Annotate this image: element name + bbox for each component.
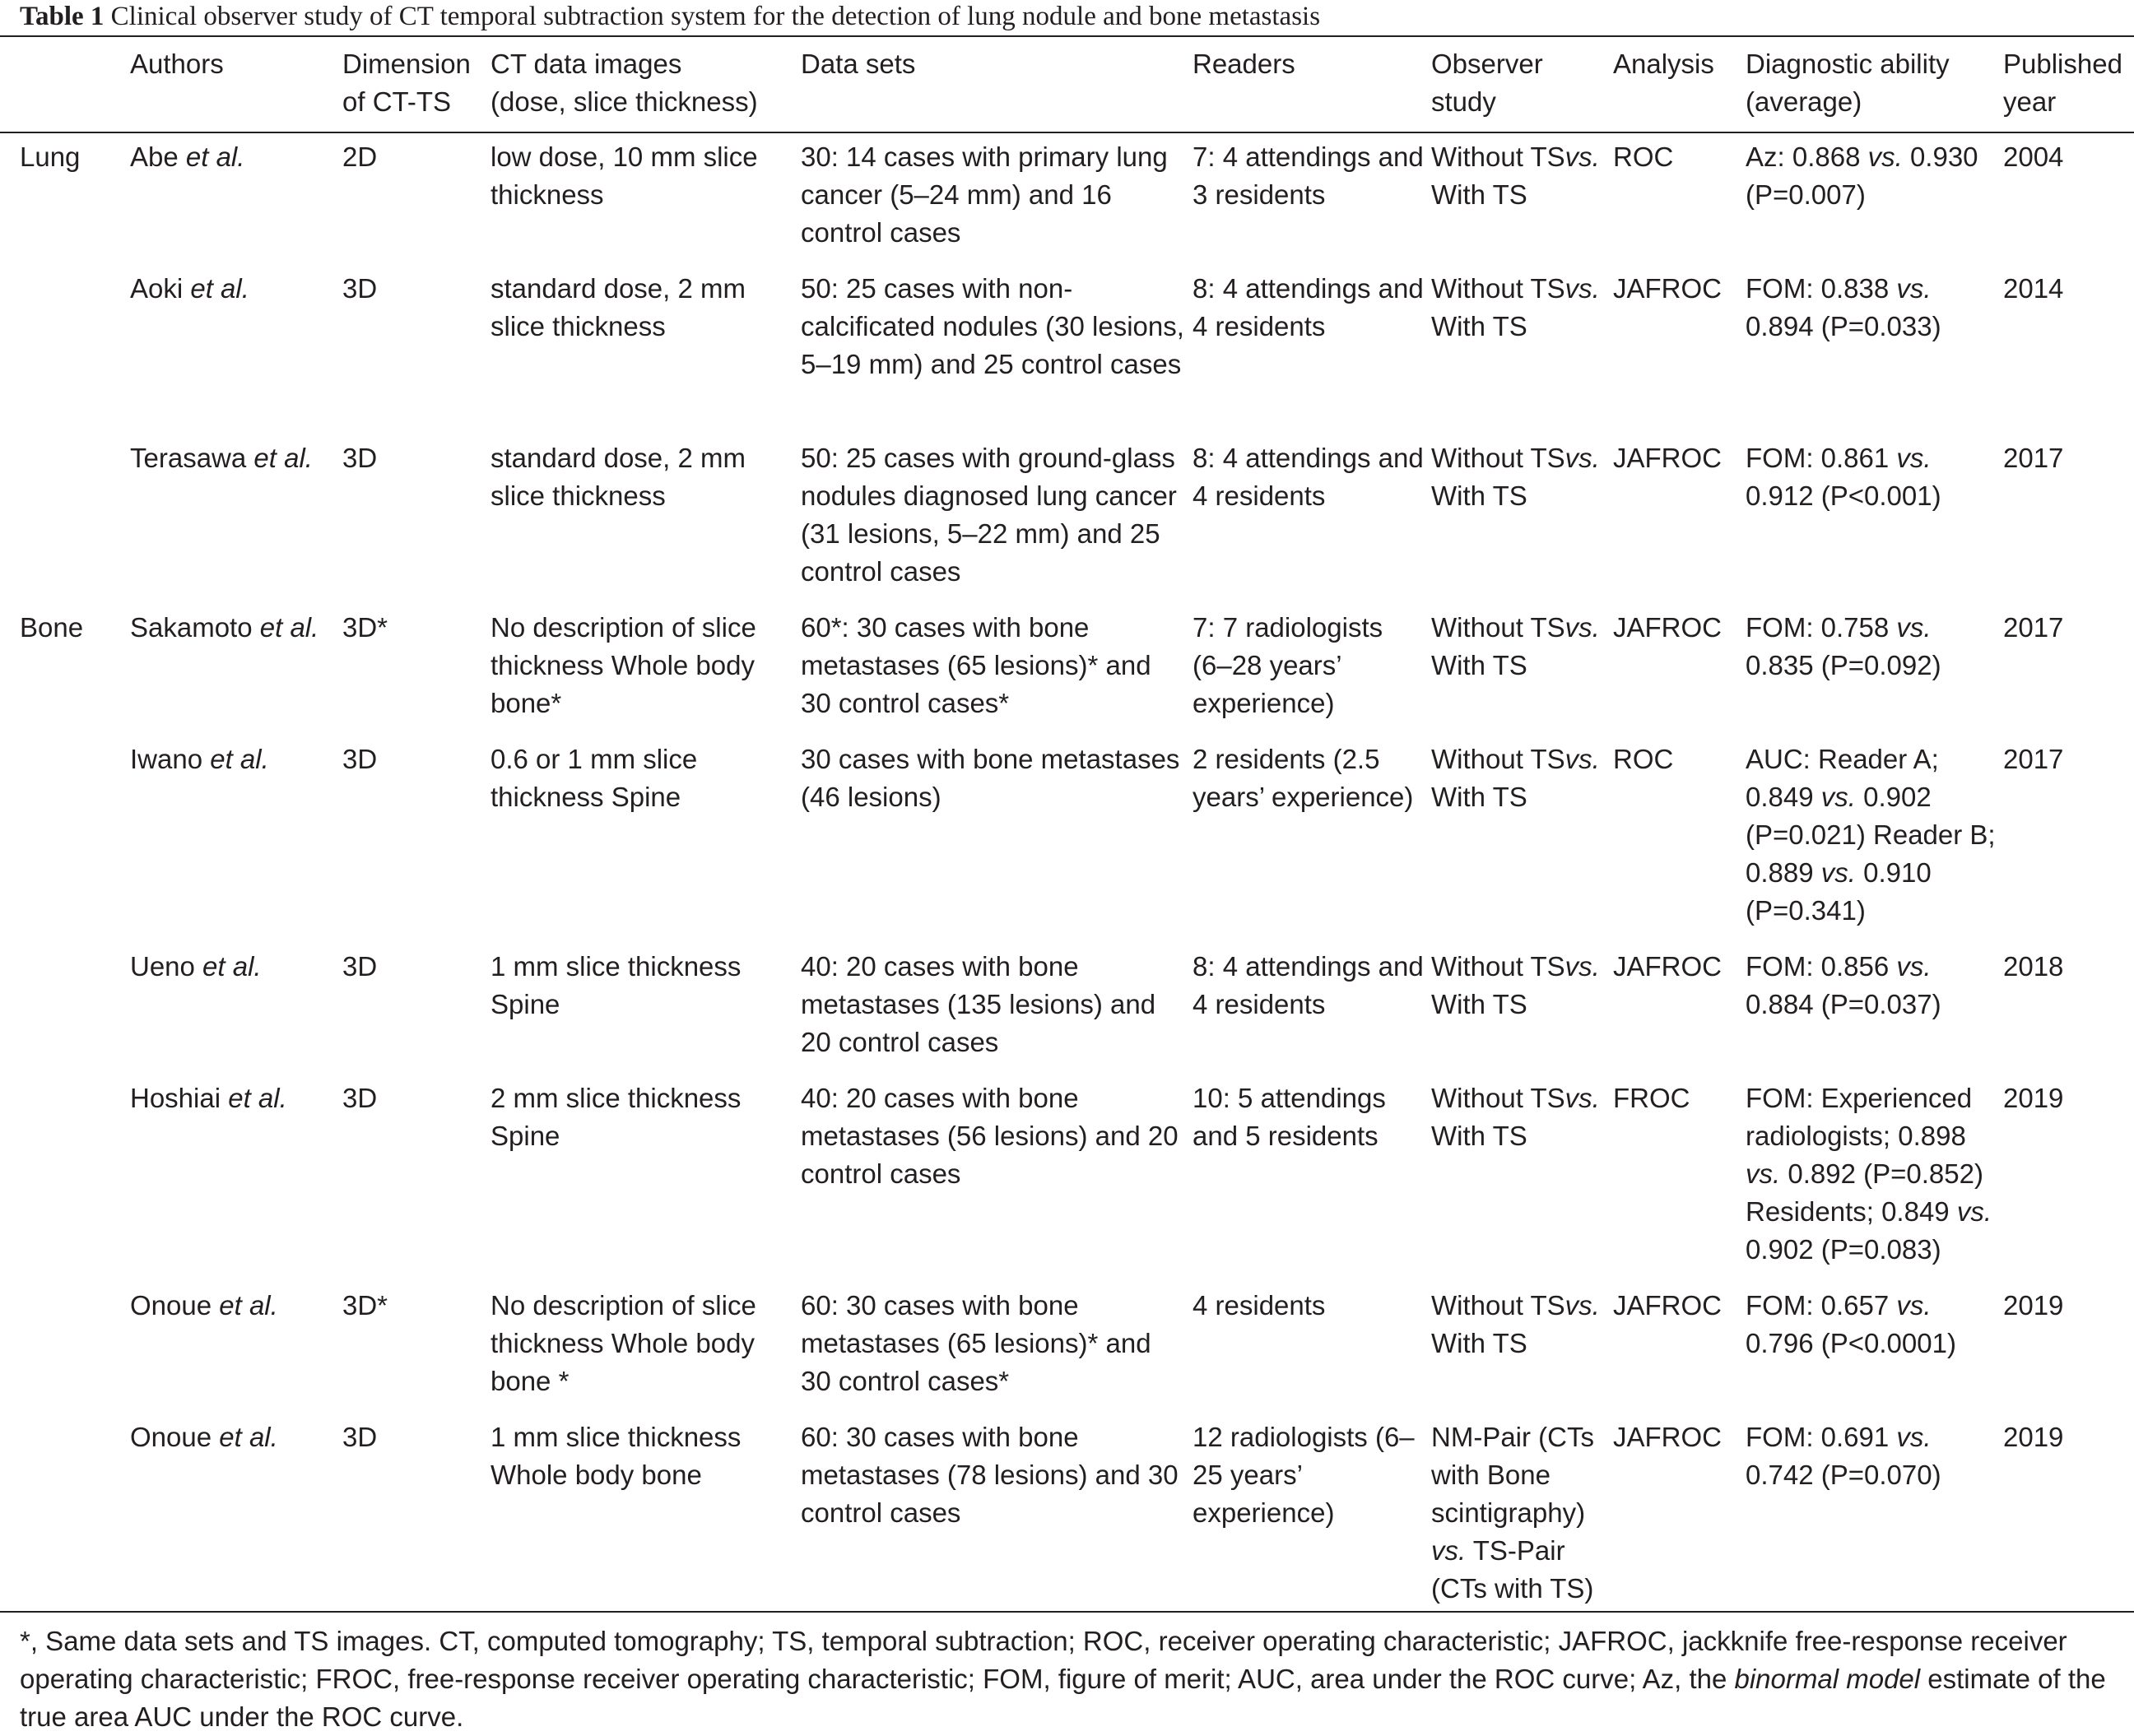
observer-study-cell [1431, 133, 1613, 265]
observer-arm-b: With TS [1431, 1328, 1527, 1358]
author-name: Onoue [130, 1290, 212, 1321]
observer-arm-a: Without TS [1431, 612, 1565, 643]
diag-vs: vs. [1746, 1158, 1781, 1189]
observer-vs: vs. [1564, 142, 1600, 172]
ct-data-cell: 2 mm slice thickness Spine [490, 1083, 742, 1151]
diag-text: 0.902 (P=0.083) [1746, 1234, 1941, 1265]
table-row [0, 736, 2134, 943]
diag-text: 0.796 (P<0.0001) [1746, 1328, 1956, 1358]
table-caption-text: Clinical observer study of CT temporal subtraction system for the detection of lung nodule and bone metastasis [110, 2, 1321, 31]
data-sets-cell: 50: 25 cases with ground-glass nodules diagnosed lung cancer (31 lesions, 5–22 mm) and 25 control cases [801, 443, 1177, 587]
observer-study-table [0, 37, 2134, 1608]
readers-cell: 8: 4 attendings and 4 residents [1193, 273, 1424, 341]
published-year-cell: 2014 [2003, 273, 2064, 304]
author-cell [130, 1075, 342, 1282]
analysis-cell: FROC [1613, 1083, 1690, 1113]
et-al: et al. [178, 142, 245, 172]
ct-data-cell: 1 mm slice thickness Spine [490, 951, 742, 1019]
diag-vs: vs. [1867, 142, 1903, 172]
observer-vs: vs. [1564, 612, 1600, 643]
et-al: et al. [212, 1290, 278, 1321]
observer-study-cell [1431, 604, 1613, 736]
et-al: et al. [202, 744, 269, 774]
published-year-cell: 2018 [2003, 951, 2064, 982]
dimension-cell: 3D [342, 951, 378, 982]
observer-arm-b: With TS [1431, 989, 1527, 1019]
diag-text: FOM: 0.657 [1746, 1290, 1897, 1321]
analysis-cell: ROC [1613, 142, 1674, 172]
header-published-year: Published year [2003, 49, 2122, 117]
et-al: et al. [212, 1422, 278, 1452]
diag-vs: vs. [1956, 1196, 1992, 1227]
readers-cell: 10: 5 attendings and 5 residents [1193, 1083, 1386, 1151]
diag-vs: vs. [1820, 782, 1856, 812]
dimension-cell: 3D [342, 744, 378, 774]
observer-arm-b: With TS [1431, 782, 1527, 812]
diag-text: 0.910 (P=0.341) [1746, 857, 1932, 926]
analysis-cell: JAFROC [1613, 951, 1722, 982]
table-caption [20, 0, 2127, 33]
dimension-cell: 3D* [342, 1290, 388, 1321]
group-cell [0, 1282, 130, 1413]
observer-vs: vs. [1564, 443, 1600, 473]
data-sets-cell: 50: 25 cases with non-calcificated nodules (30 lesions, 5–19 mm) and 25 control cases [801, 273, 1184, 379]
observer-arm-b: With TS [1431, 1121, 1527, 1151]
table-bottom-rule [0, 1611, 2134, 1613]
diag-vs: vs. [1896, 1290, 1932, 1321]
footnote-italic: binormal model [1734, 1664, 1921, 1694]
observer-study-cell [1431, 736, 1613, 943]
data-sets-cell: 60: 30 cases with bone metastases (65 lesions)* and 30 control cases* [801, 1290, 1151, 1396]
diagnostic-ability-cell [1746, 434, 2003, 604]
observer-vs: vs. [1564, 744, 1600, 774]
table-row [0, 1413, 2134, 1608]
readers-cell: 2 residents (2.5 years’ experience) [1193, 744, 1414, 812]
diag-vs: vs. [1820, 857, 1856, 888]
observer-arm-b: With TS [1431, 480, 1527, 511]
author-name: Iwano [130, 744, 203, 774]
observer-study-cell [1431, 943, 1613, 1075]
group-cell [0, 265, 130, 434]
diag-text: FOM: Experienced radiologists; 0.898 [1746, 1083, 1973, 1151]
group-cell [0, 1413, 130, 1608]
footnote-text-before: *, Same data sets and TS images. CT, computed tomography; TS, temporal subtraction; ROC, receiver operating characteristic; JAFROC, jackknife free-response receiver operating characteristic; FROC, free-response receiver operating characteristic; FOM, figure of merit; AUC, area under the ROC curve; Az, the [20, 1626, 2067, 1694]
readers-cell: 4 residents [1193, 1290, 1326, 1321]
diagnostic-ability-cell [1746, 1413, 2003, 1608]
ct-data-cell: 0.6 or 1 mm slice thickness Spine [490, 744, 698, 812]
data-sets-cell: 60: 30 cases with bone metastases (78 lesions) and 30 control cases [801, 1422, 1179, 1528]
author-name: Onoue [130, 1422, 212, 1452]
table-body [0, 133, 2134, 1608]
published-year-cell: 2019 [2003, 1290, 2064, 1321]
diagnostic-ability-cell [1746, 604, 2003, 736]
data-sets-cell: 30: 14 cases with primary lung cancer (5–24 mm) and 16 control cases [801, 142, 1168, 248]
diag-text: FOM: 0.856 [1746, 951, 1897, 982]
published-year-cell: 2019 [2003, 1422, 2064, 1452]
header-ct-data: CT data images (dose, slice thickness) [490, 49, 758, 117]
author-cell [130, 1413, 342, 1608]
ct-data-cell: No description of slice thickness Whole body bone * [490, 1290, 756, 1396]
table-label: Table 1 [20, 2, 105, 31]
ct-data-cell: low dose, 10 mm slice thickness [490, 142, 758, 210]
author-cell [130, 1282, 342, 1413]
observer-study-cell [1431, 1413, 1613, 1608]
diag-vs: vs. [1896, 443, 1932, 473]
group-cell: Bone [20, 612, 84, 643]
author-cell [130, 604, 342, 736]
diag-text: AUC: Reader A; 0.849 [1746, 744, 1939, 812]
diag-text: 0.892 (P=0.852) Residents; 0.849 [1746, 1158, 1983, 1227]
observer-vs: vs. [1564, 951, 1600, 982]
author-name: Terasawa [130, 443, 247, 473]
observer-vs: vs. [1564, 273, 1600, 304]
dimension-cell: 3D [342, 1083, 378, 1113]
analysis-cell: JAFROC [1613, 1290, 1722, 1321]
author-cell [130, 736, 342, 943]
observer-study-cell [1431, 1075, 1613, 1282]
author-cell [130, 434, 342, 604]
header-dimension: Dimension of CT-TS [342, 49, 471, 117]
diag-vs: vs. [1896, 1422, 1932, 1452]
diag-text: 0.902 (P=0.021) Reader B; 0.889 [1746, 782, 1996, 888]
readers-cell: 8: 4 attendings and 4 residents [1193, 443, 1424, 511]
dimension-cell: 3D [342, 1422, 378, 1452]
published-year-cell: 2019 [2003, 1083, 2064, 1113]
table-row [0, 1282, 2134, 1413]
diag-text: 0.742 (P=0.070) [1746, 1460, 1941, 1490]
table-row [0, 1075, 2134, 1282]
analysis-cell: JAFROC [1613, 273, 1722, 304]
ct-data-cell: standard dose, 2 mm slice thickness [490, 443, 746, 511]
diagnostic-ability-cell [1746, 943, 2003, 1075]
author-name: Ueno [130, 951, 195, 982]
diagnostic-ability-cell [1746, 1075, 2003, 1282]
diag-text: 0.835 (P=0.092) [1746, 650, 1941, 680]
group-cell [0, 1075, 130, 1282]
group-cell: Lung [20, 142, 81, 172]
dimension-cell: 3D [342, 273, 378, 304]
et-al: et al. [252, 612, 319, 643]
author-cell [130, 133, 342, 265]
diag-text: FOM: 0.861 [1746, 443, 1897, 473]
author-name: Sakamoto [130, 612, 253, 643]
author-name: Hoshiai [130, 1083, 221, 1113]
published-year-cell: 2017 [2003, 612, 2064, 643]
table-row [0, 434, 2134, 604]
readers-cell: 7: 7 radiologists (6–28 years’ experience) [1193, 612, 1383, 718]
ct-data-cell: standard dose, 2 mm slice thickness [490, 273, 746, 341]
observer-arm-b: TS-Pair (CTs with TS) [1431, 1535, 1594, 1604]
data-sets-cell: 40: 20 cases with bone metastases (135 lesions) and 20 control cases [801, 951, 1156, 1057]
et-al: et al. [194, 951, 262, 982]
observer-arm-a: Without TS [1431, 744, 1565, 774]
diag-text: Az: 0.868 [1746, 142, 1868, 172]
et-al: et al. [183, 273, 249, 304]
diag-vs: vs. [1896, 612, 1932, 643]
dimension-cell: 2D [342, 142, 378, 172]
readers-cell: 12 radiologists (6–25 years’ experience) [1193, 1422, 1415, 1528]
observer-study-cell [1431, 434, 1613, 604]
data-sets-cell: 60*: 30 cases with bone metastases (65 lesions)* and 30 control cases* [801, 612, 1151, 718]
observer-arm-a: Without TS [1431, 1083, 1565, 1113]
readers-cell: 7: 4 attendings and 3 residents [1193, 142, 1424, 210]
et-al: et al. [246, 443, 313, 473]
header-diagnostic-ability: Diagnostic ability (average) [1746, 49, 1950, 117]
diag-text: 0.912 (P<0.001) [1746, 480, 1941, 511]
observer-arm-b: With TS [1431, 179, 1527, 210]
diagnostic-ability-cell [1746, 133, 2003, 265]
ct-data-cell: No description of slice thickness Whole body bone* [490, 612, 756, 718]
readers-cell: 8: 4 attendings and 4 residents [1193, 951, 1424, 1019]
observer-arm-a: Without TS [1431, 142, 1565, 172]
observer-arm-a: NM-Pair (CTs with Bone scintigraphy) [1431, 1422, 1594, 1528]
diagnostic-ability-cell [1746, 265, 2003, 434]
group-cell [0, 943, 130, 1075]
published-year-cell: 2017 [2003, 744, 2064, 774]
diag-vs: vs. [1896, 273, 1932, 304]
table-footnote [20, 1622, 2118, 1736]
header-group [0, 37, 130, 133]
diagnostic-ability-cell [1746, 736, 2003, 943]
table-row [0, 604, 2134, 736]
header-analysis: Analysis [1613, 49, 1714, 79]
ct-data-cell: 1 mm slice thickness Whole body bone [490, 1422, 742, 1490]
group-cell [0, 434, 130, 604]
observer-vs: vs. [1564, 1290, 1600, 1321]
observer-study-cell [1431, 1282, 1613, 1413]
published-year-cell: 2017 [2003, 443, 2064, 473]
diag-vs: vs. [1896, 951, 1932, 982]
header-row [0, 37, 2134, 133]
author-name: Aoki [130, 273, 184, 304]
observer-vs: vs. [1564, 1083, 1600, 1113]
diag-text: FOM: 0.758 [1746, 612, 1897, 643]
author-name: Abe [130, 142, 179, 172]
group-cell [0, 736, 130, 943]
data-sets-cell: 30 cases with bone metastases (46 lesions) [801, 744, 1180, 812]
observer-arm-a: Without TS [1431, 951, 1565, 982]
header-data-sets: Data sets [801, 49, 916, 79]
observer-arm-a: Without TS [1431, 273, 1565, 304]
analysis-cell: ROC [1613, 744, 1674, 774]
author-cell [130, 265, 342, 434]
diag-text: 0.894 (P=0.033) [1746, 311, 1941, 341]
header-observer-study: Observer study [1431, 49, 1543, 117]
diag-text: FOM: 0.838 [1746, 273, 1897, 304]
observer-vs: vs. [1431, 1535, 1467, 1566]
et-al: et al. [221, 1083, 287, 1113]
diagnostic-ability-cell [1746, 1282, 2003, 1413]
analysis-cell: JAFROC [1613, 1422, 1722, 1452]
dimension-cell: 3D [342, 443, 378, 473]
diag-text: 0.884 (P=0.037) [1746, 989, 1941, 1019]
table-row [0, 943, 2134, 1075]
analysis-cell: JAFROC [1613, 443, 1722, 473]
data-sets-cell: 40: 20 cases with bone metastases (56 lesions) and 20 control cases [801, 1083, 1179, 1189]
observer-arm-a: Without TS [1431, 1290, 1565, 1321]
table-row [0, 265, 2134, 434]
dimension-cell: 3D* [342, 612, 388, 643]
diag-text: 0.930 (P=0.007) [1746, 142, 1978, 210]
header-authors: Authors [130, 49, 224, 79]
observer-arm-a: Without TS [1431, 443, 1565, 473]
author-cell [130, 943, 342, 1075]
table-row [0, 133, 2134, 265]
diag-text: FOM: 0.691 [1746, 1422, 1897, 1452]
analysis-cell: JAFROC [1613, 612, 1722, 643]
observer-arm-b: With TS [1431, 650, 1527, 680]
header-readers: Readers [1193, 49, 1295, 79]
footnote-text-after: estimate of the true area AUC under the ROC curve. [20, 1664, 2106, 1732]
published-year-cell: 2004 [2003, 142, 2064, 172]
observer-study-cell [1431, 265, 1613, 434]
observer-arm-b: With TS [1431, 311, 1527, 341]
